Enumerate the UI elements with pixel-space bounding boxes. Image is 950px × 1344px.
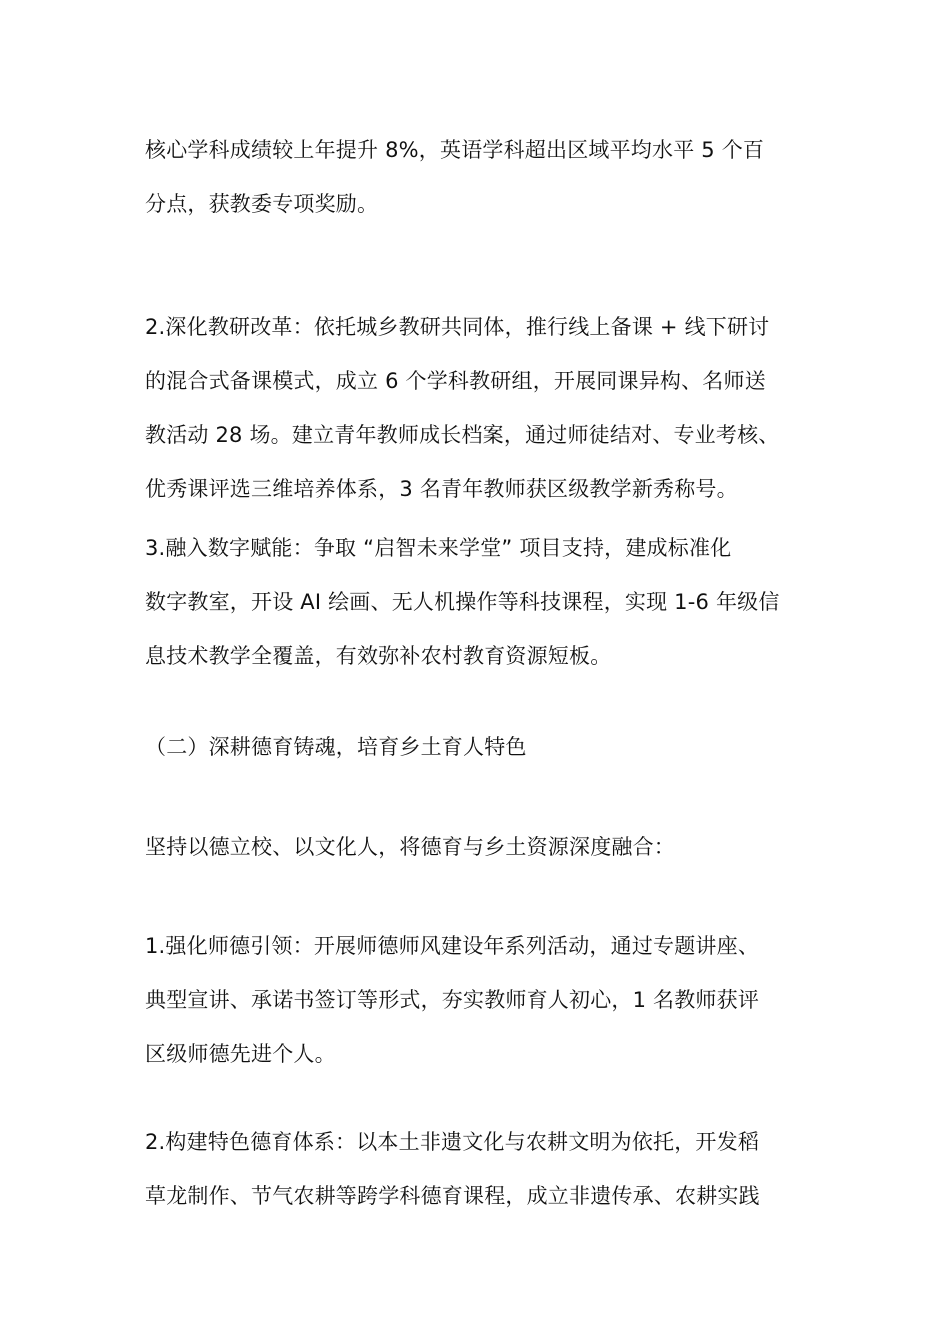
- text-line: （二）深耕德育铸魂，培育乡土育人特色: [145, 735, 527, 759]
- text-line: 3.融入数字赋能：争取 “启智未来学堂” 项目支持，建成标准化: [145, 536, 732, 560]
- text-line: 2.深化教研改革：依托城乡教研共同体，推行线上备课 + 线下研讨: [145, 315, 770, 339]
- text-line: 优秀课评选三维培养体系，3 名青年教师获区级教学新秀称号。: [145, 477, 738, 501]
- text-line: 1.强化师德引领：开展师德师风建设年系列活动，通过专题讲座、: [145, 934, 760, 958]
- paragraph-digital-empowerment: [145, 521, 825, 683]
- text-line: 数字教室，开设 AI 绘画、无人机操作等科技课程，实现 1-6 年级信: [145, 590, 780, 614]
- paragraph-core-subject-results: [145, 123, 825, 231]
- paragraph-moral-education-intro: [145, 820, 825, 874]
- paragraph-teacher-ethics: [145, 919, 825, 1081]
- text-line: 区级师德先进个人。: [145, 1042, 336, 1066]
- text-line: 典型宣讲、承诺书签订等形式，夯实教师育人初心，1 名教师获评: [145, 988, 760, 1012]
- text-line: 息技术教学全覆盖，有效弥补农村教育资源短板。: [145, 644, 612, 668]
- text-line: 核心学科成绩较上年提升 8%，英语学科超出区域平均水平 5 个百: [145, 138, 765, 162]
- text-line: 坚持以德立校、以文化人，将德育与乡土资源深度融合：: [145, 835, 675, 859]
- text-line: 草龙制作、节气农耕等跨学科德育课程，成立非遗传承、农耕实践: [145, 1184, 760, 1208]
- paragraph-moral-education-system: [145, 1115, 825, 1223]
- section-heading-moral-education: [145, 720, 825, 774]
- text-line: 2.构建特色德育体系：以本土非遗文化与农耕文明为依托，开发稻: [145, 1130, 760, 1154]
- text-line: 教活动 28 场。建立青年教师成长档案，通过师徒结对、专业考核、: [145, 423, 780, 447]
- text-line: 的混合式备课模式，成立 6 个学科教研组，开展同课异构、名师送: [145, 369, 766, 393]
- text-line: 分点，获教委专项奖励。: [145, 192, 379, 216]
- paragraph-teaching-research-reform: [145, 300, 825, 516]
